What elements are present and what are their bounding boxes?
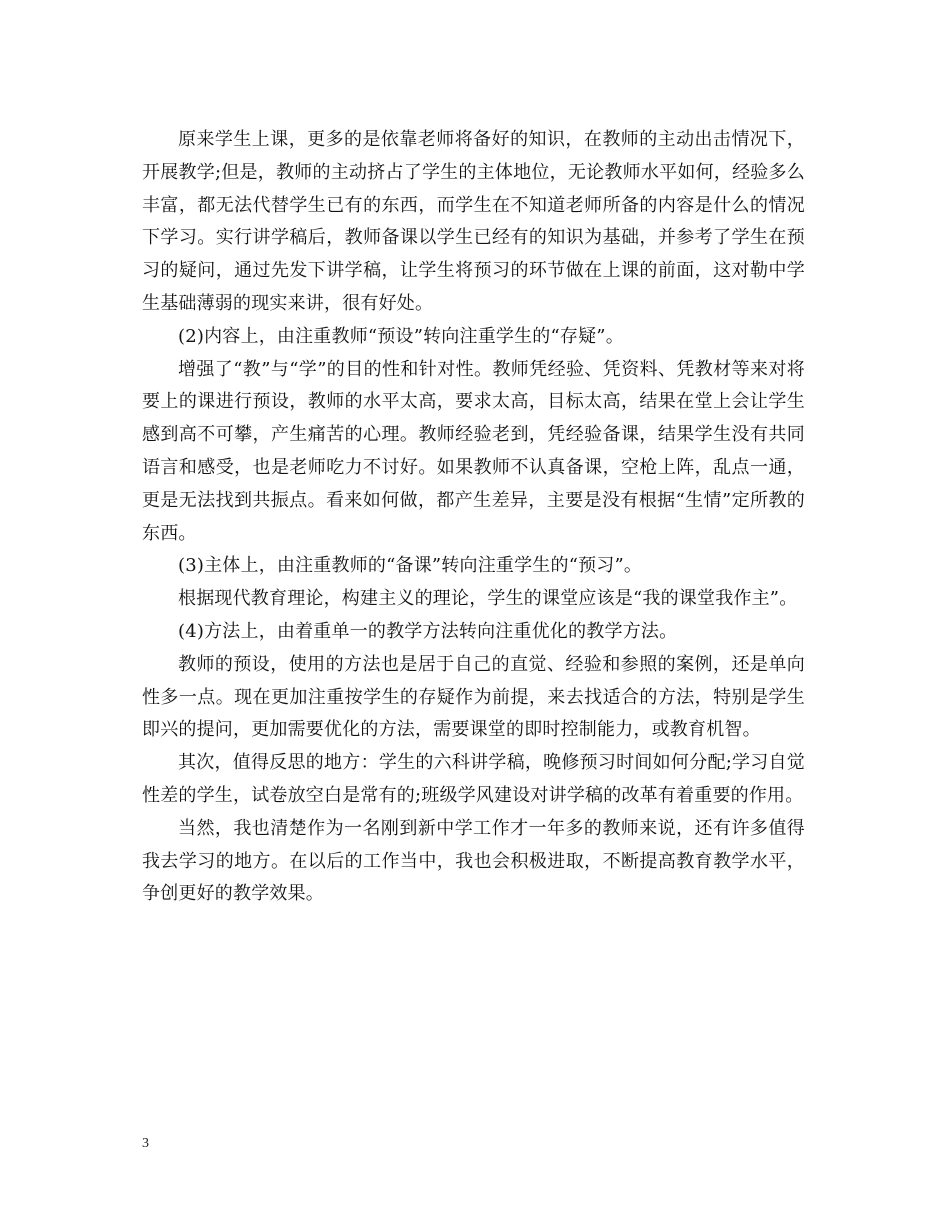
paragraph-2: (2)内容上，由注重教师“预设”转向注重学生的“存疑”。 (178, 325, 624, 347)
paragraph-5: 根据现代教育理论，构建主义的理论，学生的课堂应该是“我的课堂我作主”。 (178, 588, 798, 610)
paragraph-7: 教师的预设，使用的方法也是居于自己的直觉、经验和参照的案例，还是单向性多一点。现在更加注重按学生的存疑作为前提，来去找适合的方法，特别是学生即兴的提问，更加需要优化的方法，需要课堂的即时控制能力，或教育机智。 (142, 653, 805, 741)
paragraph-4: (3)主体上，由注重教师的“备课”转向注重学生的“预习”。 (178, 555, 643, 577)
document-body (142, 124, 805, 911)
paragraph-9: 当然，我也清楚作为一名刚到新中学工作才一年多的教师来说，还有许多值得我去学习的地方。在以后的工作当中，我也会积极进取，不断提高教育教学水平，争创更好的教学效果。 (142, 817, 805, 905)
page-number: 3 (142, 1136, 149, 1151)
paragraph-6: (4)方法上，由着重单一的教学方法转向注重优化的教学方法。 (178, 620, 678, 642)
paragraph-8: 其次，值得反思的地方：学生的六科讲学稿，晚修预习时间如何分配;学习自觉性差的学生，试卷放空白是常有的;班级学风建设对讲学稿的改革有着重要的作用。 (142, 752, 805, 806)
paragraph-3: 增强了“教”与“学”的目的性和针对性。教师凭经验、凭资料、凭教材等来对将要上的课进行预设，教师的水平太高，要求太高，目标太高，结果在堂上会让学生感到高不可攀，产生痛苦的心理。教师经验老到，凭经验备课，结果学生没有共同语言和感受，也是老师吃力不讨好。如果教师不认真备课，空枪上阵，乱点一通，更是无法找到共振点。看来如何做，都产生差异，主要是没有根据“生情”定所教的东西。 (142, 358, 805, 544)
paragraph-1: 原来学生上课，更多的是依靠老师将备好的知识，在教师的主动出击情况下，开展教学;但是，教师的主动挤占了学生的主体地位，无论教师水平如何，经验多么丰富，都无法代替学生已有的东西，而学生在不知道老师所备的内容是什么的情况下学习。实行讲学稿后，教师备课以学生已经有的知识为基础，并参考了学生在预习的疑问，通过先发下讲学稿，让学生将预习的环节做在上课的前面，这对勒中学生基础薄弱的现实来讲，很有好处。 (142, 129, 805, 314)
